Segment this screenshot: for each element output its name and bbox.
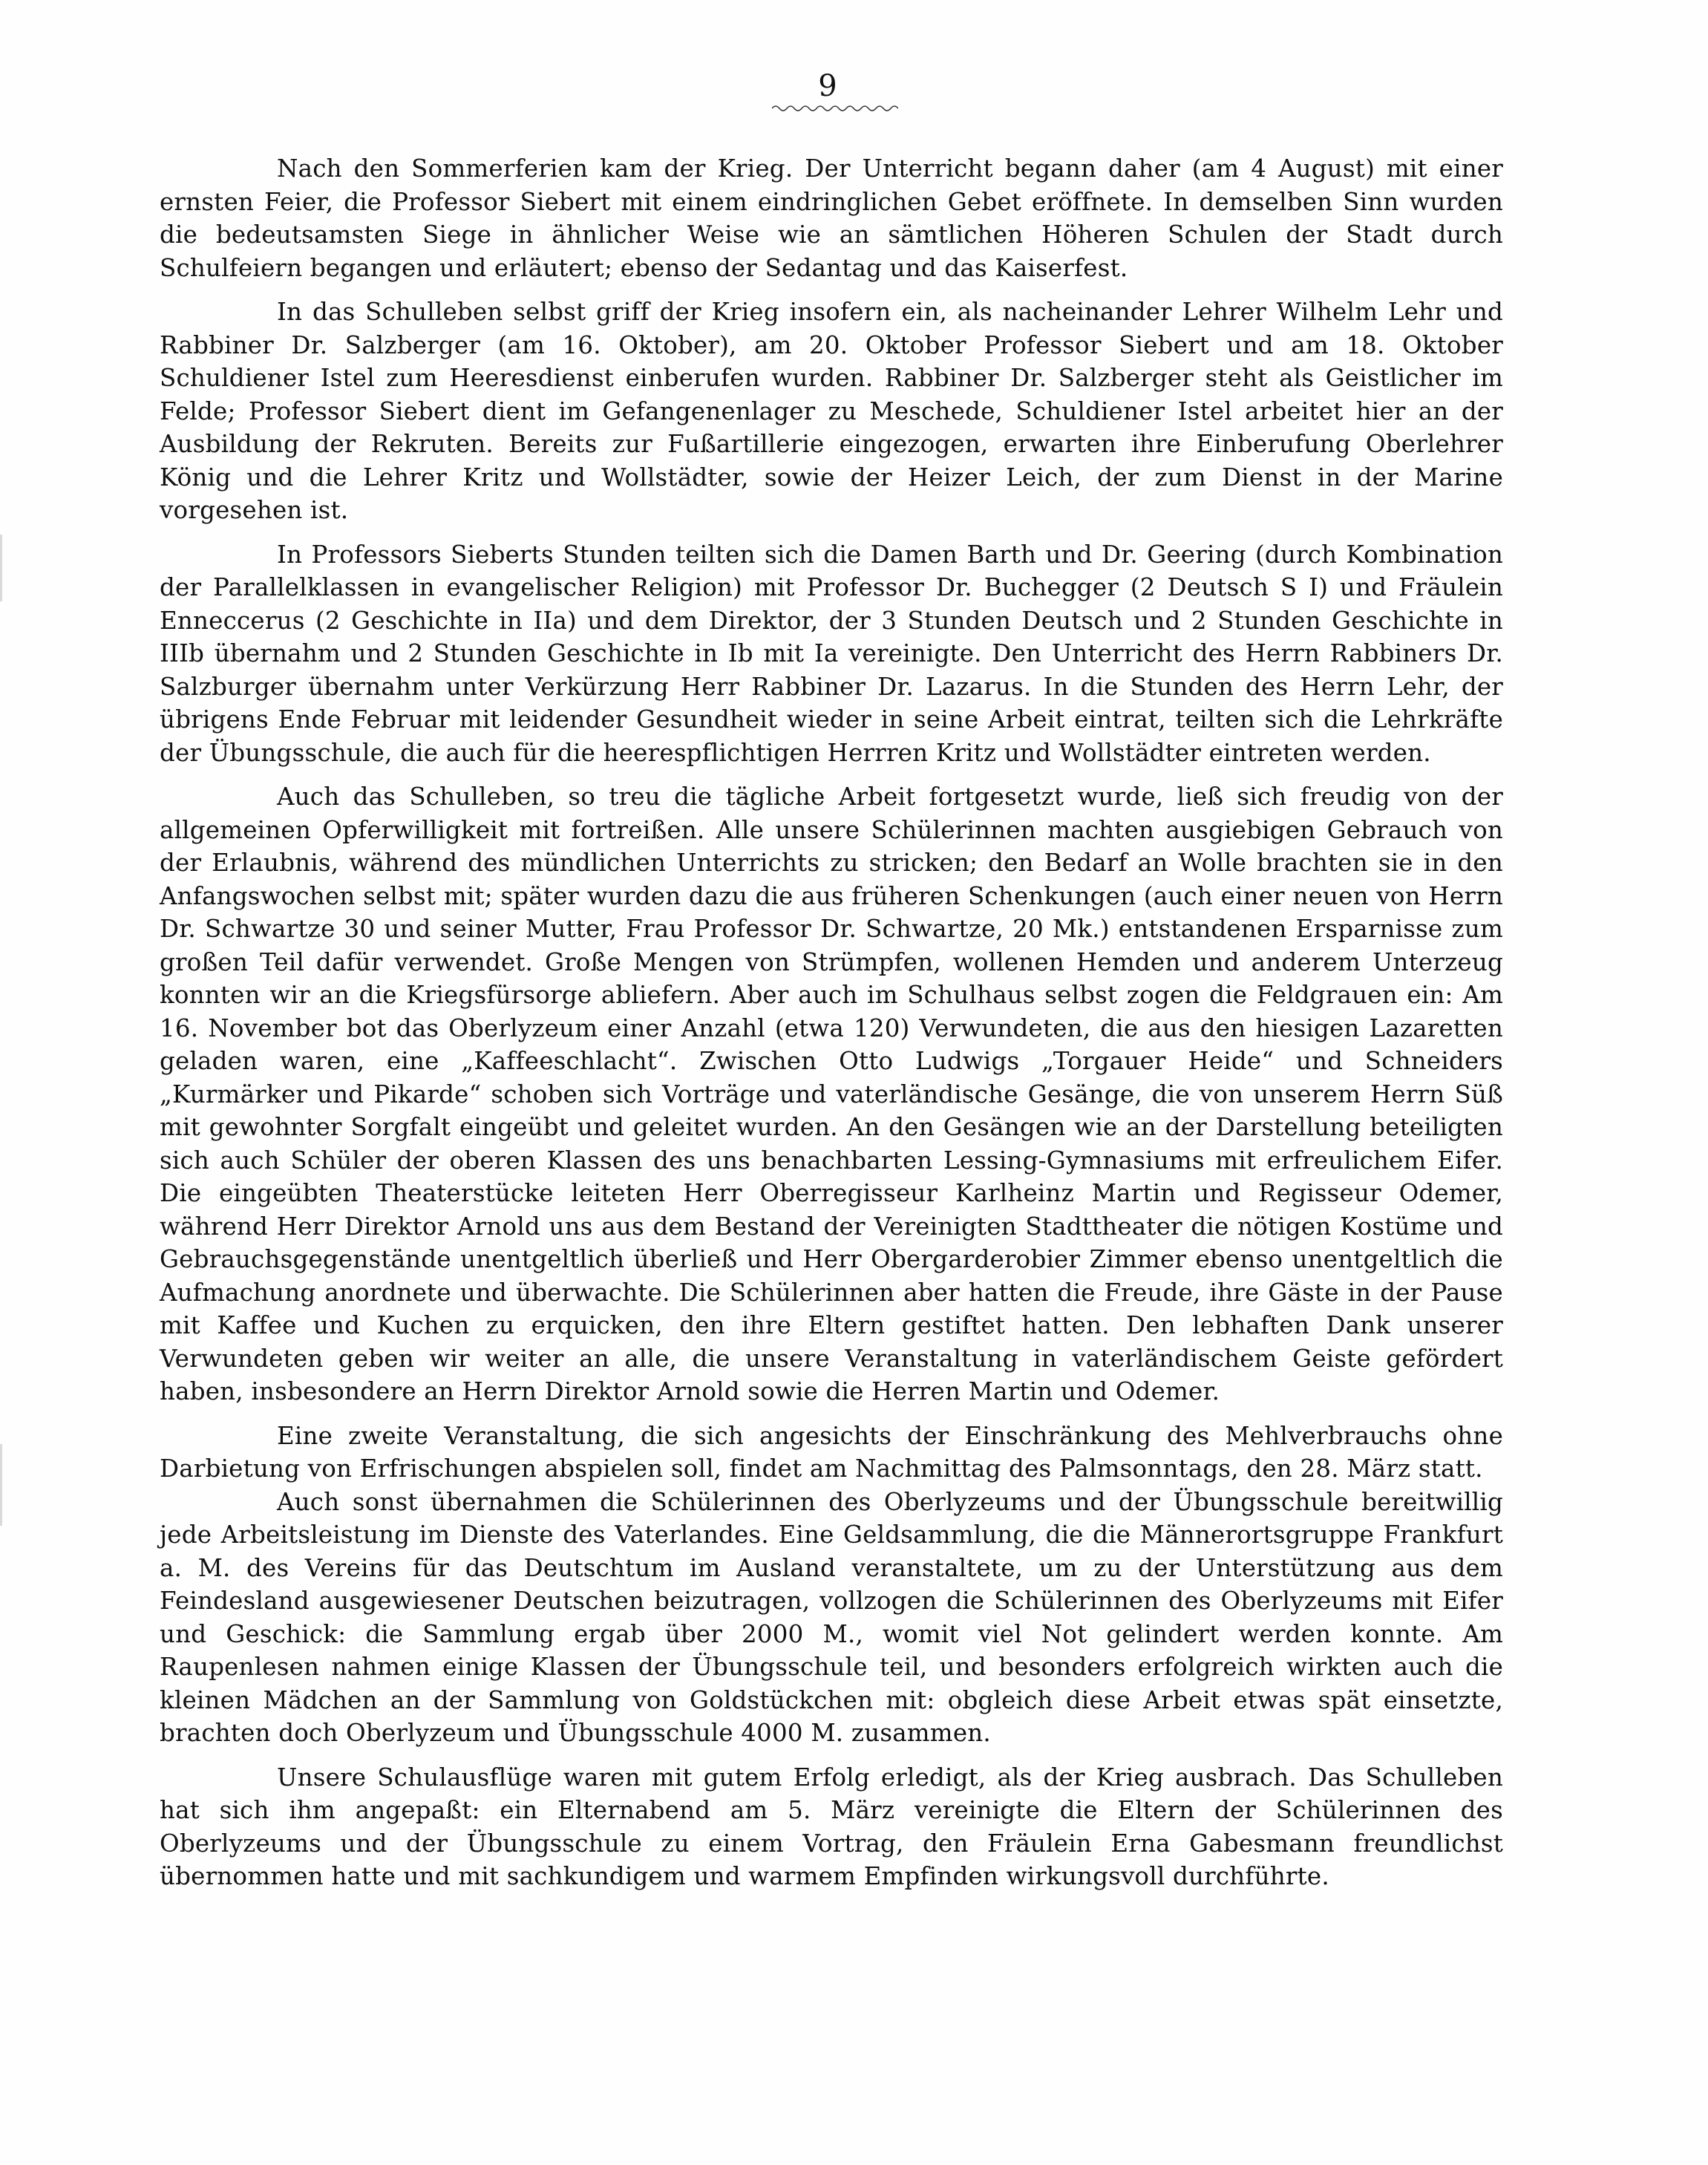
paragraph-lesson-coverage: In Professors Sieberts Stunden teilten sich die Damen Barth und Dr. Geering (durch Kombination der Parallelklassen in evangelischer Religion) mit Professor Dr. Buchegger (2 Deutsch S I) und Fräulein Enneccerus (2 Geschichte in IIa) und dem Direktor, der 3 Stunden Deutsch und 2 Stunden Geschichte in IIIb übernahm und 2 Stunden Geschichte in Ib mit Ia vereinigte. Den Unterricht des Herrn Rabbiners Dr. Salzburger übernahm unter Verkürzung Herr Rabbiner Dr. Lazarus. In die Stunden des Herrn Lehr, der übrigens Ende Februar mit leidender Gesundheit wieder in seine Arbeit eintrat, teilten sich die Lehrkräfte der Übungsschule, die auch für die heerespflichtigen Herrren Kritz und Wollstädter eintreten werden.	[160, 540, 1503, 767]
body-text	[160, 152, 1503, 1893]
paragraph-second-event: Eine zweite Veranstaltung, die sich angesichts der Einschränkung des Mehlverbrauchs ohne Darbietung von Erfrischungen abspielen soll, findet am Nachmittag des Palmsonntags, den 28. März statt.	[160, 1421, 1503, 1483]
paragraph-excursions: Unsere Schulausflüge waren mit gutem Erfolg erledigt, als der Krieg ausbrach. Das Schulleben hat sich ihm angepaßt: ein Elternabend am 5. März vereinigte die Eltern der Schülerinnen des Oberlyzeums und der Übungsschule zu einem Vortrag, den Fräulein Erna Gabesmann freundlichst übernommen hatte und mit sachkundigem und warmem Empfinden wirkungsvoll durchführte.	[160, 1763, 1503, 1890]
paragraph-conscription: In das Schulleben selbst griff der Krieg insofern ein, als nacheinander Lehrer Wilhelm Lehr und Rabbiner Dr. Salzberger (am 16. Oktober), am 20. Oktober Professor Siebert und am 18. Oktober Schuldiener Istel zum Heeresdienst einberufen wurden. Rabbiner Dr. Salzberger steht als Geistlicher im Felde; Professor Siebert dient im Gefangenenlager zu Meschede, Schuldiener Istel arbeitet hier an der Ausbildung der Rekruten. Bereits zur Fußartillerie eingezogen, erwarten ihre Einberufung Oberlehrer König und die Lehrer Kritz und Wollstädter, sowie der Heizer Leich, der zum Dienst in der Marine vorgesehen ist.	[160, 298, 1503, 524]
paragraph-collections: Auch sonst übernahmen die Schülerinnen des Oberlyzeums und der Übungsschule bereitwillig jede Arbeitsleistung im Dienste des Vaterlandes. Eine Geldsammlung, die die Männerortsgruppe Frankfurt a. M. des Vereins für das Deutschtum im Ausland veranstaltete, um zu der Unterstützung aus dem Feindesland ausgewiesener Deutschen beizutragen, vollzogen die Schülerinnen des Oberlyzeums mit Eifer und Geschick: die Sammlung ergab über 2000 M., womit viel Not gelindert werden konnte. Am Raupenlesen nahmen einige Klassen der Übungsschule teil, und besonders erfolgreich wirkten auch die kleinen Mädchen an der Sammlung von Goldstückchen mit: obgleich diese Arbeit etwas spät einsetzte, brachten doch Oberlyzeum und Übungsschule 4000 M. zusammen.	[160, 1487, 1503, 1747]
page-number: 9	[818, 69, 837, 103]
scan-mark-left-1	[0, 535, 2, 601]
scan-mark-left-2	[0, 1444, 2, 1526]
wavy-rule	[772, 104, 898, 113]
paragraph-war-support: Auch das Schulleben, so treu die tägliche Arbeit fortgesetzt wurde, ließ sich freudig von der allgemeinen Opferwilligkeit mit fortreißen. Alle unsere Schülerinnen machten ausgiebigen Gebrauch von der Erlaubnis, während des mündlichen Unterrichts zu stricken; den Bedarf an Wolle brachten sie in den Anfangswochen selbst mit; später wurden dazu die aus früheren Schenkungen (auch einer neuen von Herrn Dr. Schwartze 30 und seiner Mutter, Frau Professor Dr. Schwartze, 20 Mk.) entstandenen Ersparnisse zum großen Teil dafür verwendet. Große Mengen von Strümpfen, wollenen Hemden und anderem Unterzeug konnten wir an die Kriegsfürsorge abliefern. Aber auch im Schulhaus selbst zogen die Feldgrauen ein: Am 16. November bot das Oberlyzeum einer Anzahl (etwa 120) Verwundeten, die aus den hiesigen Lazaretten geladen waren, eine „Kaffeeschlacht“. Zwischen Otto Ludwigs „Torgauer Heide“ und Schneiders „Kurmärker und Pikarde“ schoben sich Vorträge und vaterländische Gesänge, die von unserem Herrn Süß mit gewohnter Sorgfalt eingeübt und geleitet wurden. An den Gesängen wie an der Darstellung beteiligten sich auch Schüler der oberen Klassen des uns benachbarten Lessing-Gymnasiums mit erfreulichem Eifer. Die eingeübten Theaterstücke leiteten Herr Oberregisseur Karlheinz Martin und Regisseur Odemer, während Herr Direktor Arnold uns aus dem Bestand der Vereinigten Stadttheater die nötigen Kostüme und Gebrauchsgegenstände unentgeltlich überließ und Herr Obergarderobier Zimmer ebenso unentgeltlich die Aufmachung anordnete und überwachte. Die Schülerinnen aber hatten die Freude, ihre Gäste in der Pause mit Kaffee und Kuchen zu erquicken, den ihre Eltern gestiftet hatten. Den lebhaften Dank unserer Verwundeten geben wir weiter an alle, die unsere Veranstaltung in vaterländischem Geiste gefördert haben, insbesondere an Herrn Direktor Arnold sowie die Herren Martin und Odemer.	[160, 783, 1503, 1405]
paragraph-summer-war: Nach den Sommerferien kam der Krieg. Der Unterricht begann daher (am 4 August) mit einer ernsten Feier, die Professor Siebert mit einem eindringlichen Gebet eröffnete. In demselben Sinn wurden die bedeutsamsten Siege in ähnlicher Weise wie an sämtlichen Höheren Schulen der Stadt durch Schulfeiern begangen und erläutert; ebenso der Sedantag und das Kaiserfest.	[160, 154, 1503, 282]
